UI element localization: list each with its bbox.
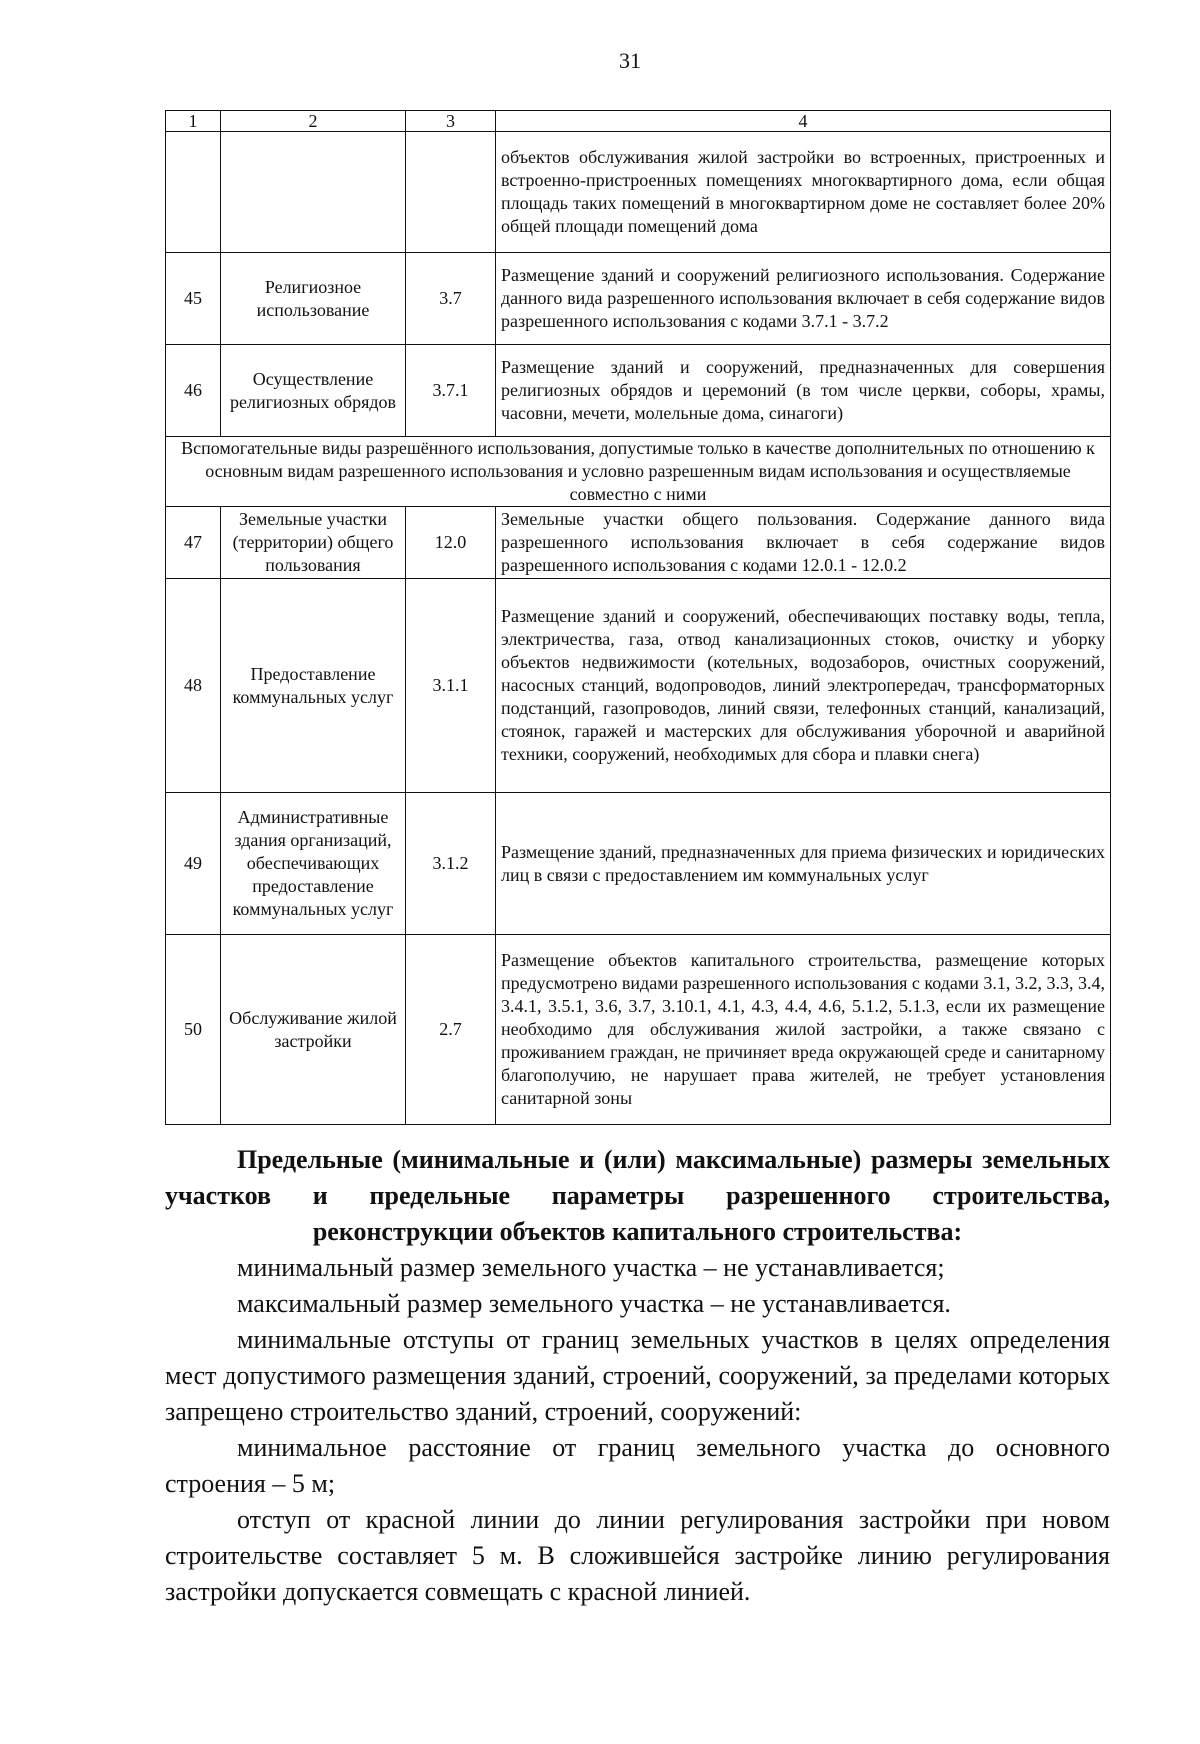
- row-code: 3.7.1: [406, 345, 496, 437]
- row-name: Земельные участки (территории) общего пользования: [221, 507, 406, 579]
- row-description: Размещение зданий, предназначенных для приема физических и юридических лиц в связи с предоставлением им коммунальных услуг: [496, 793, 1111, 935]
- paragraph: максимальный размер земельного участка – не устанавливается.: [237, 1289, 951, 1318]
- row-name: Религиозное использование: [221, 253, 406, 345]
- row-number: 45: [166, 253, 221, 345]
- row-number: 47: [166, 507, 221, 579]
- row-code: 3.7: [406, 253, 496, 345]
- table-row: [166, 935, 1111, 1125]
- table-row: [166, 132, 1111, 253]
- row-name: Предоставление коммунальных услуг: [221, 579, 406, 793]
- paragraph: минимальные отступы от границ земельных участков в целях определения мест допустимого размещения зданий, строений, сооружений, за пределами которых запрещено строительство зданий, строений, сооружений:: [165, 1325, 1110, 1426]
- row-number: 49: [166, 793, 221, 935]
- table-header-row: [166, 111, 1111, 132]
- row-name: Осуществление религиозных обрядов: [221, 345, 406, 437]
- row-code: 3.1.1: [406, 579, 496, 793]
- table-row: [166, 579, 1111, 793]
- row-description: Размещение зданий и сооружений, предназначенных для совершения религиозных обрядов и церемоний (в том числе церкви, соборы, храмы, часовни, мечети, молельные дома, синагоги): [496, 345, 1111, 437]
- row-name: Административные здания организаций, обеспечивающих предоставление коммунальных услуг: [221, 793, 406, 935]
- land-use-table: [165, 110, 1111, 1125]
- table-row: [166, 507, 1111, 579]
- row-description: Земельные участки общего пользования. Содержание данного вида разрешенного использования включает в себя содержание видов разрешенного использования с кодами 12.0.1 - 12.0.2: [496, 507, 1111, 579]
- page-number: 31: [619, 48, 641, 73]
- table-row: [166, 345, 1111, 437]
- section-title: Вспомогательные виды разрешённого использования, допустимые только в качестве дополнительных по отношению к основным видам разрешенного использования и условно разрешенным видам использования и осуществляемые совместно с ними: [166, 437, 1111, 507]
- paragraph: минимальное расстояние от границ земельного участка до основного строения – 5 м;: [165, 1433, 1110, 1498]
- row-description: объектов обслуживания жилой застройки во встроенных, пристроенных и встроенно-пристроенных помещениях многоквартирного дома, если общая площадь таких помещений в многоквартирном доме не составляет более 20% общей площади помещений дома: [496, 132, 1111, 253]
- row-number: 50: [166, 935, 221, 1125]
- table-row: [166, 793, 1111, 935]
- parameters-section: [165, 1142, 1110, 1610]
- section-heading: Предельные (минимальные и (или) максимальные) размеры земельных участков и предельные параметры разрешенного строительства, реконструкции объектов капитального строительства:: [165, 1145, 1110, 1246]
- column-header: 3: [406, 111, 496, 132]
- column-header: 4: [496, 111, 1111, 132]
- empty-cell: [221, 132, 406, 253]
- row-code: 2.7: [406, 935, 496, 1125]
- table-row: [166, 253, 1111, 345]
- paragraph: минимальный размер земельного участка – не устанавливается;: [237, 1253, 945, 1282]
- paragraph: отступ от красной линии до линии регулирования застройки при новом строительстве составляет 5 м. В сложившейся застройке линию регулирования застройки допускается совмещать с красной линией.: [165, 1505, 1110, 1606]
- row-description: Размещение зданий и сооружений, обеспечивающих поставку воды, тепла, электричества, газа, отвод канализационных стоков, очистку и уборку объектов недвижимости (котельных, водозаборов, очистных сооружений, насосных станций, водопроводов, линий электропередач, трансформаторных подстанций, газопроводов, линий связи, телефонных станций, канализаций, стоянок, гаражей и мастерских для обслуживания уборочной и аварийной техники, сооружений, необходимых для сбора и плавки снега): [496, 579, 1111, 793]
- row-description: Размещение объектов капитального строительства, размещение которых предусмотрено видами разрешенного использования с кодами 3.1, 3.2, 3.3, 3.4, 3.4.1, 3.5.1, 3.6, 3.7, 3.10.1, 4.1, 4.3, 4.4, 4.6, 5.1.2, 5.1.3, если их размещение необходимо для обслуживания жилой застройки, а также связано с проживанием граждан, не причиняет вреда окружающей среде и санитарному благополучию, не нарушает права жителей, не требует установления санитарной зоны: [496, 935, 1111, 1125]
- column-header: 2: [221, 111, 406, 132]
- empty-cell: [406, 132, 496, 253]
- row-code: 3.1.2: [406, 793, 496, 935]
- row-description: Размещение зданий и сооружений религиозного использования. Содержание данного вида разрешенного использования включает в себя содержание видов разрешенного использования с кодами 3.7.1 - 3.7.2: [496, 253, 1111, 345]
- row-name: Обслуживание жилой застройки: [221, 935, 406, 1125]
- row-number: 46: [166, 345, 221, 437]
- row-code: 12.0: [406, 507, 496, 579]
- column-header: 1: [166, 111, 221, 132]
- section-row: [166, 437, 1111, 507]
- empty-cell: [166, 132, 221, 253]
- row-number: 48: [166, 579, 221, 793]
